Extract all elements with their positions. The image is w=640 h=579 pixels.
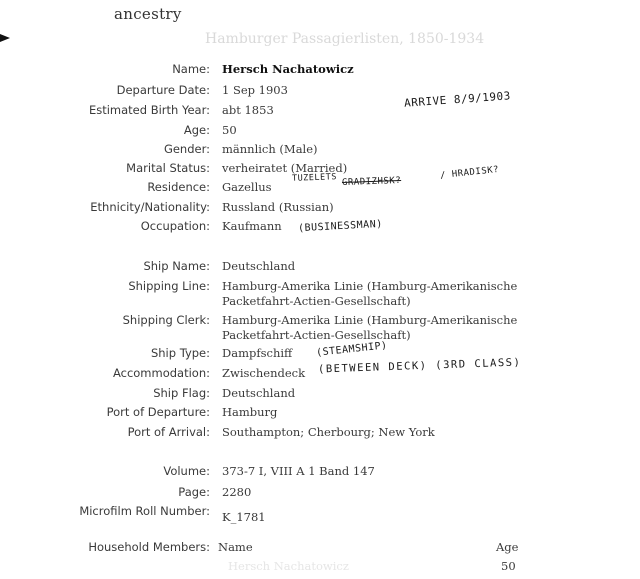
field-value-ship-name: Deutschland — [222, 259, 296, 273]
field-label: Estimated Birth Year: — [88, 103, 210, 117]
field-label: Ship Type: — [150, 346, 210, 360]
field-value-shipping-line: Hamburg-Amerika Linie (Hamburg-Amerikanische Packetfahrt-Actien-Gesellschaft) — [222, 279, 518, 308]
field-value-port-departure: Hamburg — [222, 405, 278, 419]
field-value-ship-flag: Deutschland — [222, 386, 296, 400]
field-value-microfilm: K_1781 — [222, 510, 266, 524]
field-value-name: Hersch Nachatowicz — [222, 62, 354, 76]
collection-title: Hamburger Passagierlisten, 1850-1934 — [205, 31, 485, 47]
field-value-volume: 373-7 I, VIII A 1 Band 147 — [222, 464, 375, 478]
field-label: Port of Departure: — [106, 405, 210, 419]
field-label: Ship Flag: — [153, 386, 210, 400]
field-value-accommodation: Zwischendeck — [222, 366, 306, 380]
handwritten-accommodation-note: (BETWEEN DECK) (3RD CLASS) — [317, 356, 522, 376]
field-label: Household Members: — [88, 540, 210, 554]
field-value-departure-date: 1 Sep 1903 — [222, 83, 288, 97]
handwritten-residence-note: / HRADISK? — [439, 164, 500, 182]
scan-corner-mark — [0, 34, 10, 42]
field-label: Microfilm Roll Number: — [79, 504, 210, 518]
field-value-port-arrival: Southampton; Cherbourg; New York — [222, 425, 435, 439]
handwritten-ship-type-note: (STEAMSHIP) — [315, 340, 389, 359]
field-label: Name: — [172, 62, 210, 76]
field-label: Shipping Line: — [128, 279, 210, 293]
field-value-residence: Gazellus — [222, 180, 272, 194]
brand-logo: ancestry — [114, 5, 182, 23]
field-label: Ethnicity/Nationality: — [90, 200, 210, 214]
field-value-gender: männlich (Male) — [222, 142, 318, 156]
field-value-shipping-clerk: Hamburg-Amerika Linie (Hamburg-Amerikanische Packetfahrt-Actien-Gesellschaft) — [222, 313, 518, 342]
field-label: Ship Name: — [143, 259, 210, 273]
field-label: Residence: — [147, 180, 210, 194]
field-value-birth-year: abt 1853 — [222, 103, 274, 117]
field-label: Accommodation: — [112, 366, 210, 380]
field-value-page: 2280 — [222, 485, 252, 499]
field-label: Age: — [183, 123, 210, 137]
field-label: Departure Date: — [116, 83, 210, 97]
field-label: Page: — [178, 485, 210, 499]
field-value-marital-status: verheiratet (Married) — [222, 161, 348, 175]
handwritten-arrival-note: ARRIVE 8/9/1903 — [403, 89, 512, 110]
household-member-age: 50 — [501, 559, 516, 573]
handwritten-occupation-note: (BUSINESSMAN) — [297, 218, 384, 235]
field-label: Gender: — [163, 142, 210, 156]
handwritten-residence-note: GRADIZHSK? — [341, 175, 402, 189]
handwritten-residence-note: TUZELETS — [291, 172, 338, 184]
field-label: Port of Arrival: — [127, 425, 210, 439]
field-label: Volume: — [163, 464, 210, 478]
household-col-age: Age — [496, 540, 519, 554]
household-col-name: Name — [218, 540, 253, 554]
field-value-occupation: Kaufmann — [222, 219, 282, 233]
field-value-age: 50 — [222, 123, 237, 137]
field-label: Occupation: — [140, 219, 210, 233]
field-label: Marital Status: — [126, 161, 210, 175]
field-value-ethnicity: Russland (Russian) — [222, 200, 334, 214]
field-value-ship-type: Dampfschiff — [222, 346, 293, 360]
household-member-name: Hersch Nachatowicz — [228, 559, 349, 573]
field-label: Shipping Clerk: — [122, 313, 210, 327]
